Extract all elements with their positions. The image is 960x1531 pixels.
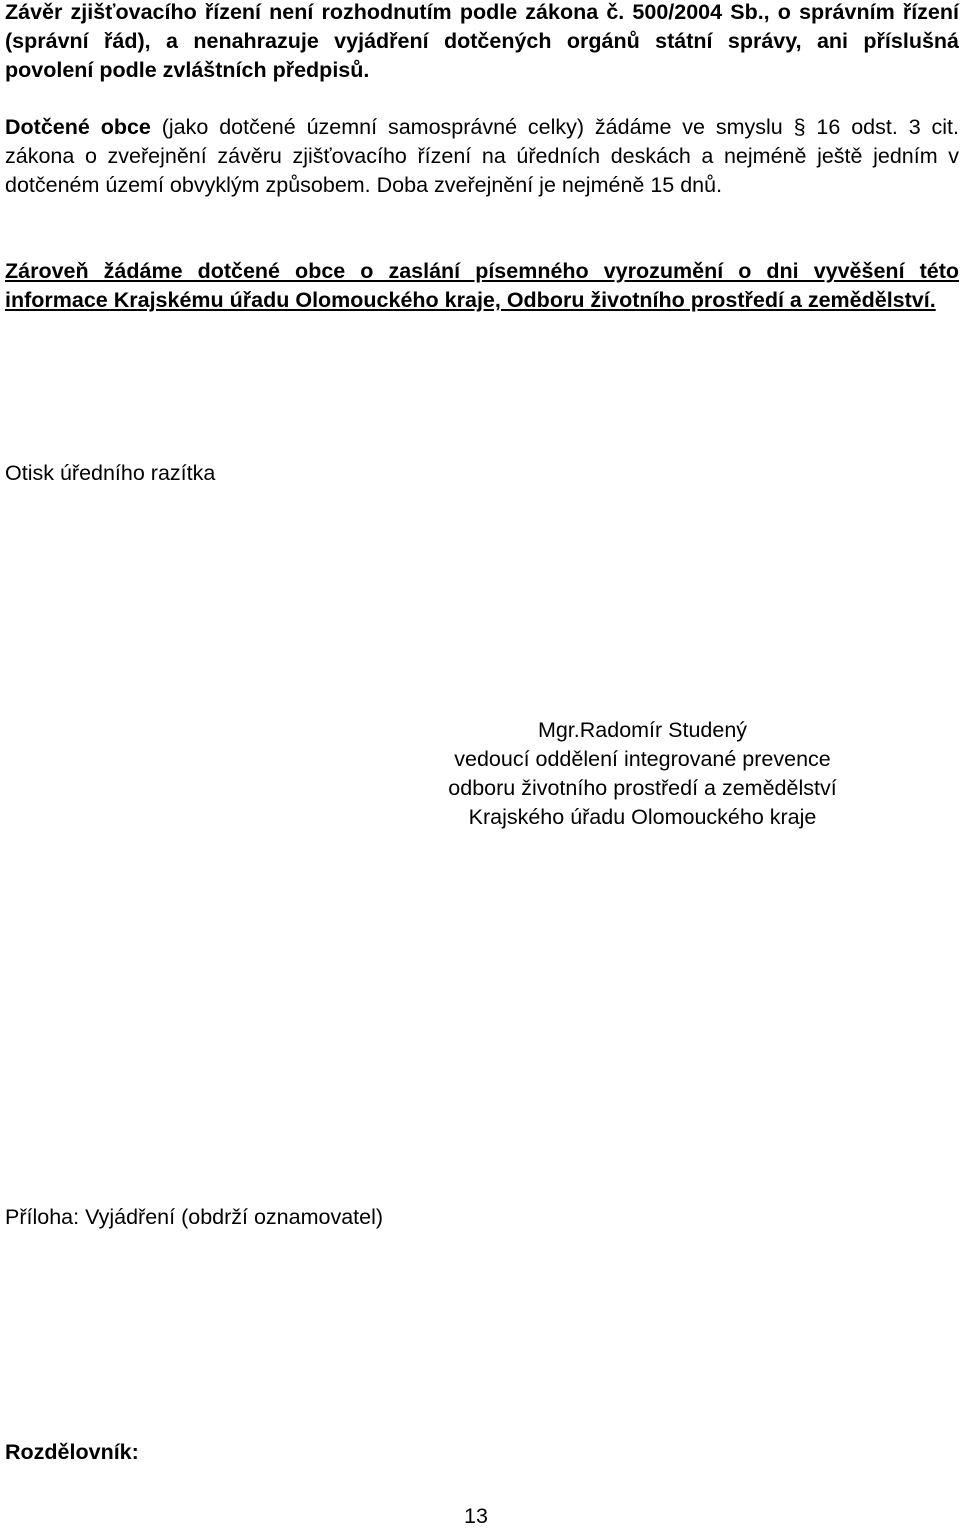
- distribution-heading: Rozdělovník:: [5, 1440, 139, 1464]
- attachment-note: Příloha: Vyjádření (obdrží oznamovatel): [5, 1205, 384, 1229]
- signatory-position: vedoucí oddělení integrované prevence: [454, 747, 831, 771]
- signatory-name: Mgr.Radomír Studený: [537, 718, 748, 742]
- signature-block: [400, 716, 885, 832]
- signatory-authority: Krajského úřadu Olomouckého kraje: [468, 805, 817, 829]
- publication-request-paragraph: [5, 113, 959, 200]
- page-number: 13: [464, 1504, 488, 1528]
- notification-request-paragraph: Zároveň žádáme dotčené obce o zaslání písemného vyrozumění o dni vyvěšení této informace Krajskému úřadu Olomouckého kraje, Odboru životního prostředí a zemědělství.: [5, 259, 959, 312]
- stamp-label: Otisk úředního razítka: [5, 461, 216, 485]
- publication-request-text: (jako dotčené územní samosprávné celky) žádáme ve smyslu § 16 odst. 3 cit. zákona o zveřejnění závěru zjišťovacího řízení na úředních deskách a nejméně ještě jedním v dotčeném území obvyklým způsobem. Doba zveřejnění je nejméně 15 dnů.: [5, 115, 959, 197]
- signatory-department: odboru životního prostředí a zemědělství: [448, 776, 837, 800]
- affected-municipalities-label: Dotčené obce: [5, 115, 151, 139]
- legal-notice-paragraph: Závěr zjišťovacího řízení není rozhodnutím podle zákona č. 500/2004 Sb., o správním řízení (správní řád), a nenahrazuje vyjádření dotčených orgánů státní správy, ani příslušná povolení podle zvláštních předpisů.: [5, 0, 959, 82]
